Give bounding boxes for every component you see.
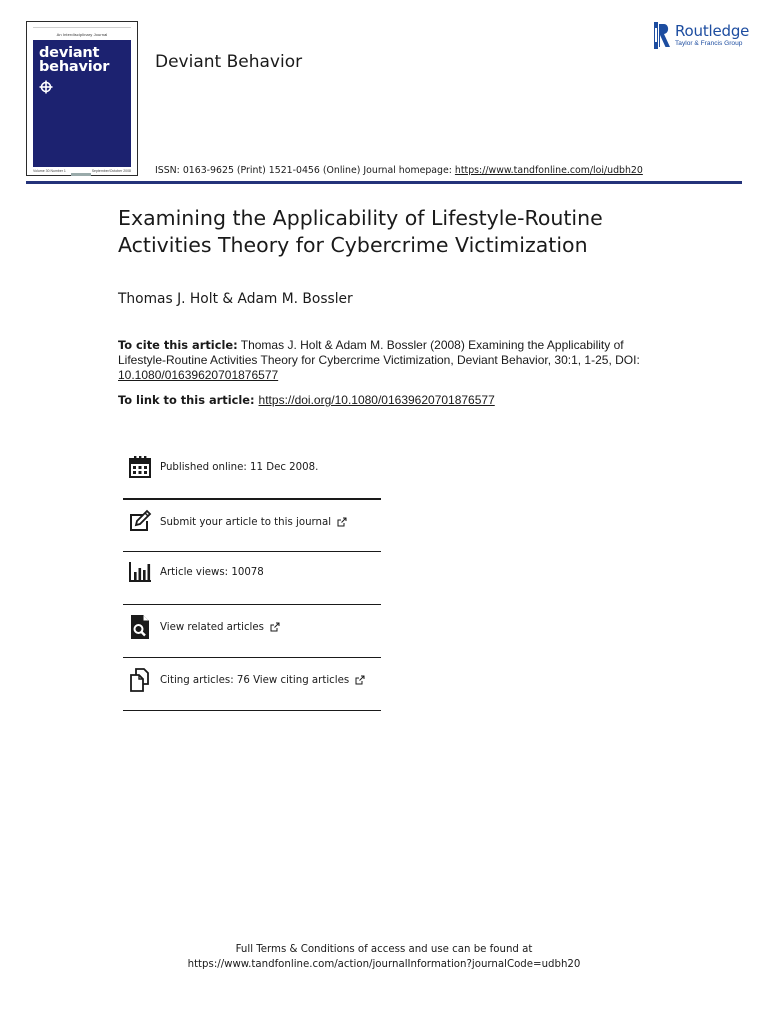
cover-title-line1: deviant bbox=[39, 45, 100, 61]
cover-title-line2: behavior bbox=[39, 59, 110, 75]
citation-block bbox=[118, 338, 678, 383]
search-document-icon bbox=[127, 614, 153, 640]
article-views-row bbox=[123, 546, 381, 598]
article-views-text: Article views: 10078 bbox=[160, 566, 264, 578]
bar-chart-icon bbox=[127, 559, 153, 585]
journal-cover bbox=[26, 21, 138, 176]
copy-documents-icon bbox=[127, 667, 153, 693]
external-link-icon bbox=[270, 622, 280, 632]
citation-line1 bbox=[118, 338, 678, 353]
link-label: To link to this article: bbox=[118, 393, 255, 407]
article-authors: Thomas J. Holt & Adam M. Bossler bbox=[118, 291, 353, 307]
publisher-name: Routledge bbox=[675, 22, 750, 40]
related-articles-row[interactable] bbox=[123, 601, 381, 653]
article-title bbox=[118, 205, 678, 259]
external-link-icon bbox=[355, 675, 365, 685]
routledge-logo-icon bbox=[654, 22, 671, 49]
external-link-icon bbox=[337, 517, 347, 527]
header-divider bbox=[26, 181, 742, 184]
cover-subtitle: An Interdisciplinary Journal bbox=[56, 32, 108, 37]
submit-article-row[interactable] bbox=[123, 496, 381, 548]
cite-label: To cite this article: bbox=[118, 338, 238, 352]
published-online-row bbox=[123, 441, 381, 493]
cover-date: September/October 2008 bbox=[91, 169, 131, 173]
edit-icon bbox=[127, 509, 153, 535]
published-online-text: Published online: 11 Dec 2008. bbox=[160, 461, 319, 473]
cover-panel bbox=[33, 40, 131, 167]
issn-line bbox=[155, 165, 643, 176]
terms-footer bbox=[0, 942, 768, 972]
citation-text-1: Thomas J. Holt & Adam M. Bossler (2008) Examining the Applicability of bbox=[237, 338, 624, 352]
cover-volume: Volume 30 Number 1 bbox=[33, 169, 66, 173]
submit-article-link[interactable]: Submit your article to this journal bbox=[160, 516, 332, 528]
journal-name: Deviant Behavior bbox=[155, 52, 303, 72]
article-link-line bbox=[118, 393, 495, 407]
cover-publisher-logo bbox=[71, 173, 91, 176]
cover-emblem-icon bbox=[39, 80, 53, 94]
publisher-group: Taylor & Francis Group bbox=[675, 40, 743, 47]
article-title-line1: Examining the Applicability of Lifestyle-Routine bbox=[118, 206, 603, 230]
citation-text-2: Lifestyle-Routine Activities Theory for Cybercrime Victimization, Deviant Behavior, 30:1, 1-25, DOI: bbox=[118, 353, 640, 367]
terms-text: Full Terms & Conditions of access and use can be found at bbox=[235, 944, 533, 955]
related-articles-link[interactable]: View related articles bbox=[160, 621, 264, 633]
row-divider bbox=[123, 710, 381, 711]
issn-text: ISSN: 0163-9625 (Print) 1521-0456 (Online) Journal homepage: bbox=[155, 165, 455, 176]
citation-doi-link[interactable]: 10.1080/01639620701876577 bbox=[118, 368, 279, 382]
publisher-logo[interactable] bbox=[654, 22, 754, 52]
terms-link[interactable]: https://www.tandfonline.com/action/journalInformation?journalCode=udbh20 bbox=[187, 959, 581, 970]
doi-link[interactable]: https://doi.org/10.1080/01639620701876577 bbox=[258, 393, 495, 407]
journal-homepage-link[interactable]: https://www.tandfonline.com/loi/udbh20 bbox=[454, 165, 643, 176]
cover-divider bbox=[33, 27, 131, 28]
calendar-icon bbox=[127, 454, 153, 480]
citing-articles-row[interactable] bbox=[123, 654, 381, 706]
citing-articles-link[interactable]: Citing articles: 76 View citing articles bbox=[160, 674, 350, 686]
article-title-line2: Activities Theory for Cybercrime Victimization bbox=[118, 233, 588, 257]
cover-title bbox=[39, 46, 131, 74]
